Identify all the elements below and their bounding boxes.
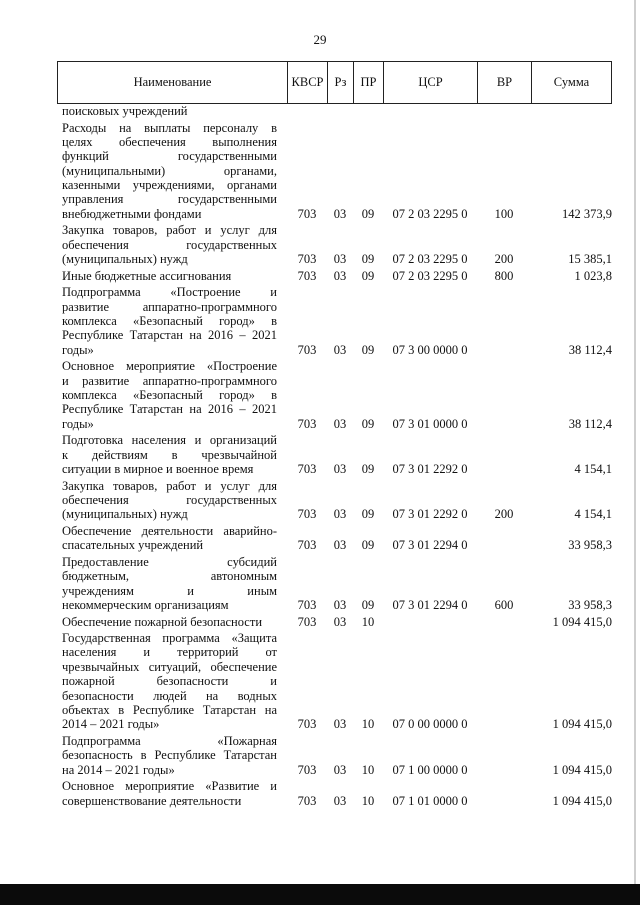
row-rz: 03 <box>333 507 347 522</box>
row-name-line: бюджетным, автономным <box>62 569 277 584</box>
row-name-line: объектах в Республике Татарстан на <box>62 703 277 718</box>
row-csr: 07 3 01 2292 0 <box>392 507 468 522</box>
row-name-line: Закупка товаров, работ и услуг для <box>62 478 277 493</box>
row-vr: 200 <box>494 252 514 267</box>
row-kvsr: 703 <box>297 793 317 808</box>
row-pr: 10 <box>361 614 375 629</box>
row-name-line: чрезвычайных ситуаций, обеспечение <box>62 659 277 674</box>
table-header <box>57 61 612 104</box>
row-name-line: учреждениям и иным <box>62 583 277 598</box>
row-name-line: пожарной безопасности и <box>62 674 277 689</box>
row-name-line: Обеспечение пожарной безопасности <box>62 614 263 629</box>
scan-edge <box>634 0 636 884</box>
row-name <box>62 524 277 553</box>
row-kvsr: 703 <box>297 252 317 267</box>
row-csr: 07 0 00 0000 0 <box>392 717 468 732</box>
row-pr: 09 <box>361 342 375 357</box>
row-name <box>62 104 277 118</box>
row-name <box>62 615 277 629</box>
row-name-line: казенными учреждениями, органами <box>62 178 277 193</box>
row-name-line: спасательных учреждений <box>62 538 204 553</box>
row-name-line: годы» <box>62 416 94 431</box>
table-row <box>57 779 612 808</box>
row-name <box>62 121 277 222</box>
row-name-line: Закупка товаров, работ и услуг для <box>62 223 277 238</box>
row-kvsr: 703 <box>297 598 317 613</box>
table-row <box>57 734 612 777</box>
row-pr: 10 <box>361 793 375 808</box>
row-name-line: безопасности людей на водных <box>62 688 277 703</box>
header-name: Наименование <box>58 62 288 103</box>
row-sum: 4 154,1 <box>574 462 612 477</box>
row-csr: 07 2 03 2295 0 <box>392 268 468 283</box>
row-rz: 03 <box>333 252 347 267</box>
row-kvsr: 703 <box>297 342 317 357</box>
row-sum: 1 094 415,0 <box>552 717 612 732</box>
row-sum: 1 023,8 <box>574 268 612 283</box>
row-name <box>62 734 277 777</box>
row-name-line: Республике Татарстан на 2016 – 2021 <box>62 402 277 417</box>
row-pr: 09 <box>361 538 375 553</box>
table-row <box>57 223 612 266</box>
page-number: 29 <box>313 32 327 47</box>
row-name-line: Предоставление субсидий <box>62 554 277 569</box>
row-pr: 09 <box>361 206 375 221</box>
row-sum: 1 094 415,0 <box>552 793 612 808</box>
row-name-line: к действиям в чрезвычайной <box>62 447 277 462</box>
row-pr: 09 <box>361 268 375 283</box>
table-row <box>57 104 612 118</box>
row-name <box>62 359 277 431</box>
scan-bottom-border <box>0 884 640 905</box>
row-sum: 1 094 415,0 <box>552 614 612 629</box>
row-pr: 09 <box>361 598 375 613</box>
row-name-line: функций государственными <box>62 149 277 164</box>
row-name-line: (муниципальных) нужд <box>62 252 188 267</box>
row-vr: 600 <box>494 598 514 613</box>
row-kvsr: 703 <box>297 717 317 732</box>
row-vr: 800 <box>494 268 514 283</box>
row-name-line: внебюджетными фондами <box>62 206 202 221</box>
row-name-line: годы» <box>62 342 94 357</box>
row-name-line: на 2014 – 2021 годы» <box>62 762 175 777</box>
row-kvsr: 703 <box>297 206 317 221</box>
row-name-line: целях обеспечения выполнения <box>62 134 277 149</box>
row-csr: 07 2 03 2295 0 <box>392 206 468 221</box>
row-kvsr: 703 <box>297 268 317 283</box>
header-csr: ЦСР <box>384 62 478 103</box>
row-name-line: населения и территорий от <box>62 645 277 660</box>
row-name-line: комплекса «Безопасный город» в <box>62 388 277 403</box>
row-name <box>62 555 277 613</box>
row-name-line: обеспечения государственных <box>62 237 277 252</box>
row-sum: 15 385,1 <box>568 252 612 267</box>
row-kvsr: 703 <box>297 416 317 431</box>
row-name-line: комплекса «Безопасный город» в <box>62 313 277 328</box>
row-name-line: безопасность в Республике Татарстан <box>62 748 277 763</box>
row-rz: 03 <box>333 598 347 613</box>
row-name-line: Основное мероприятие «Развитие и <box>62 779 277 794</box>
row-name-line: и развитие аппаратно-программного <box>62 373 277 388</box>
row-kvsr: 703 <box>297 762 317 777</box>
row-csr: 07 1 01 0000 0 <box>392 793 468 808</box>
table-row <box>57 524 612 553</box>
row-csr: 07 3 00 0000 0 <box>392 342 468 357</box>
row-pr: 10 <box>361 717 375 732</box>
header-vr: ВР <box>478 62 532 103</box>
row-name-line: 2014 – 2021 годы» <box>62 717 160 732</box>
row-csr: 07 3 01 2294 0 <box>392 598 468 613</box>
row-sum: 38 112,4 <box>568 342 612 357</box>
row-vr: 100 <box>494 206 514 221</box>
row-name-line: Основное мероприятие «Построение <box>62 359 277 374</box>
row-name-line: некоммерческим организациям <box>62 598 229 613</box>
row-name-line: Подпрограмма «Пожарная <box>62 734 277 748</box>
row-rz: 03 <box>333 462 347 477</box>
row-name-line: ситуации в мирное и военное время <box>62 462 254 477</box>
row-kvsr: 703 <box>297 462 317 477</box>
row-name-line: обеспечения государственных <box>62 493 277 508</box>
table-row <box>57 555 612 613</box>
row-rz: 03 <box>333 762 347 777</box>
table-row <box>57 269 612 283</box>
row-csr: 07 3 01 2292 0 <box>392 462 468 477</box>
table-row <box>57 433 612 476</box>
row-rz: 03 <box>333 538 347 553</box>
row-name <box>62 479 277 522</box>
header-kvsr: КВСР <box>288 62 328 103</box>
row-name <box>62 269 277 283</box>
row-rz: 03 <box>333 717 347 732</box>
row-name <box>62 433 277 476</box>
row-sum: 142 373,9 <box>562 206 612 221</box>
row-rz: 03 <box>333 342 347 357</box>
table-row <box>57 359 612 431</box>
row-rz: 03 <box>333 614 347 629</box>
row-csr: 07 3 01 0000 0 <box>392 416 468 431</box>
row-rz: 03 <box>333 206 347 221</box>
row-name-line: Подготовка населения и организаций <box>62 433 277 448</box>
row-sum: 33 958,3 <box>568 538 612 553</box>
row-name <box>62 631 277 732</box>
header-rz: Рз <box>328 62 354 103</box>
row-name-line: Государственная программа «Защита <box>62 631 277 646</box>
row-rz: 03 <box>333 793 347 808</box>
row-sum: 4 154,1 <box>574 507 612 522</box>
row-pr: 09 <box>361 416 375 431</box>
row-name-line: Обеспечение деятельности аварийно- <box>62 524 277 538</box>
row-csr: 07 2 03 2295 0 <box>392 252 468 267</box>
row-name-line: Иные бюджетные ассигнования <box>62 268 232 283</box>
row-name-line: поисковых учреждений <box>62 104 188 118</box>
row-sum: 33 958,3 <box>568 598 612 613</box>
row-pr: 09 <box>361 507 375 522</box>
row-csr: 07 3 01 2294 0 <box>392 538 468 553</box>
row-name <box>62 285 277 357</box>
row-csr: 07 1 00 0000 0 <box>392 762 468 777</box>
row-kvsr: 703 <box>297 614 317 629</box>
table-row <box>57 121 612 222</box>
table-row <box>57 615 612 629</box>
row-kvsr: 703 <box>297 507 317 522</box>
row-name-line: управления государственными <box>62 192 277 207</box>
row-sum: 38 112,4 <box>568 416 612 431</box>
row-name-line: Расходы на выплаты персоналу в <box>62 120 277 135</box>
header-pr: ПР <box>354 62 384 103</box>
header-sum: Сумма <box>553 75 590 89</box>
row-pr: 10 <box>361 762 375 777</box>
row-name-line: совершенствование деятельности <box>62 793 242 808</box>
row-name-line: развитие аппаратно-программного <box>62 299 277 314</box>
row-kvsr: 703 <box>297 538 317 553</box>
row-sum: 1 094 415,0 <box>552 762 612 777</box>
row-name <box>62 223 277 266</box>
table-row <box>57 285 612 357</box>
row-name-line: (муниципальными) органами, <box>62 163 277 178</box>
row-rz: 03 <box>333 268 347 283</box>
row-vr: 200 <box>494 507 514 522</box>
row-pr: 09 <box>361 462 375 477</box>
row-name <box>62 779 277 808</box>
table-row <box>57 631 612 732</box>
row-name-line: (муниципальных) нужд <box>62 507 188 522</box>
row-name-line: Подпрограмма «Построение и <box>62 285 277 300</box>
table-row <box>57 479 612 522</box>
row-name-line: Республике Татарстан на 2016 – 2021 <box>62 328 277 343</box>
row-pr: 09 <box>361 252 375 267</box>
row-rz: 03 <box>333 416 347 431</box>
